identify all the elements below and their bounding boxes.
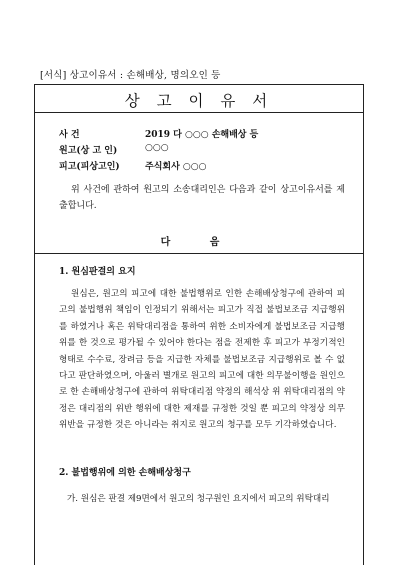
defendant-label: 피고(피상고인) [59,162,120,172]
section2-body: 가. 원심은 판결 제9면에서 원고의 청구원인 요지에서 피고의 위탁대리 [67,494,330,504]
case-label: 사 건 [59,130,80,140]
heading-daum: 다 음 [160,237,238,248]
document-box [34,84,364,565]
defendant-value: 주식회사 ○○○ [145,162,207,172]
plaintiff-value: ○○○ [145,143,169,153]
section-divider-top [35,253,363,254]
title-divider [35,112,363,113]
document-title: 상 고 이 유 서 [124,92,274,110]
case-value: 2019 다 ○○○ 손해배상 등 [145,130,259,140]
section1-title: 1. 원심판결의 요지 [59,267,136,277]
section1-body: 원심은, 원고의 피고에 대한 불법행위로 인한 손해배상청구에 관하여 피고의 불법행위 책임이 인정되기 위해서는 피고가 직접 불법보조금 지급행위를 하였거나 혹은 위탁대리점을 통하여 위한 소비자에게 불법보조금 지급행위를 한 것으로 평가될 수 있어야 한다는 점을 전제한 후 피고가 부정기적인 형태로 수수료, 장려금 등을 지급한 자체를 불법보조금 지급행위로 볼 수 없다고 판단하였으며, 아울러 별개로 원고의 피고에 대한 의무불이행을 원인으로 한 손해배상청구에 관하여 위탁대리점 약정의 해석상 위 위탁대리점의 약정은 대리점의 위반 행위에 대한 제재를 규정한 것일 뿐 피고의 약정상 의무위반을 규정한 것은 아니라는 취지로 원고의 청구를 모두 기각하였습니다. [59,289,345,431]
form-caption: [서식] 상고이유서 : 손해배상, 명의오인 등 [40,70,221,81]
plaintiff-label: 원고(상 고 인) [59,146,118,156]
section2-title: 2. 불법행위에 의한 손해배상청구 [59,468,191,478]
intro-text: 위 사건에 관하여 원고의 소송대리인은 다음과 같이 상고이유서를 제출합니다. [59,185,345,211]
